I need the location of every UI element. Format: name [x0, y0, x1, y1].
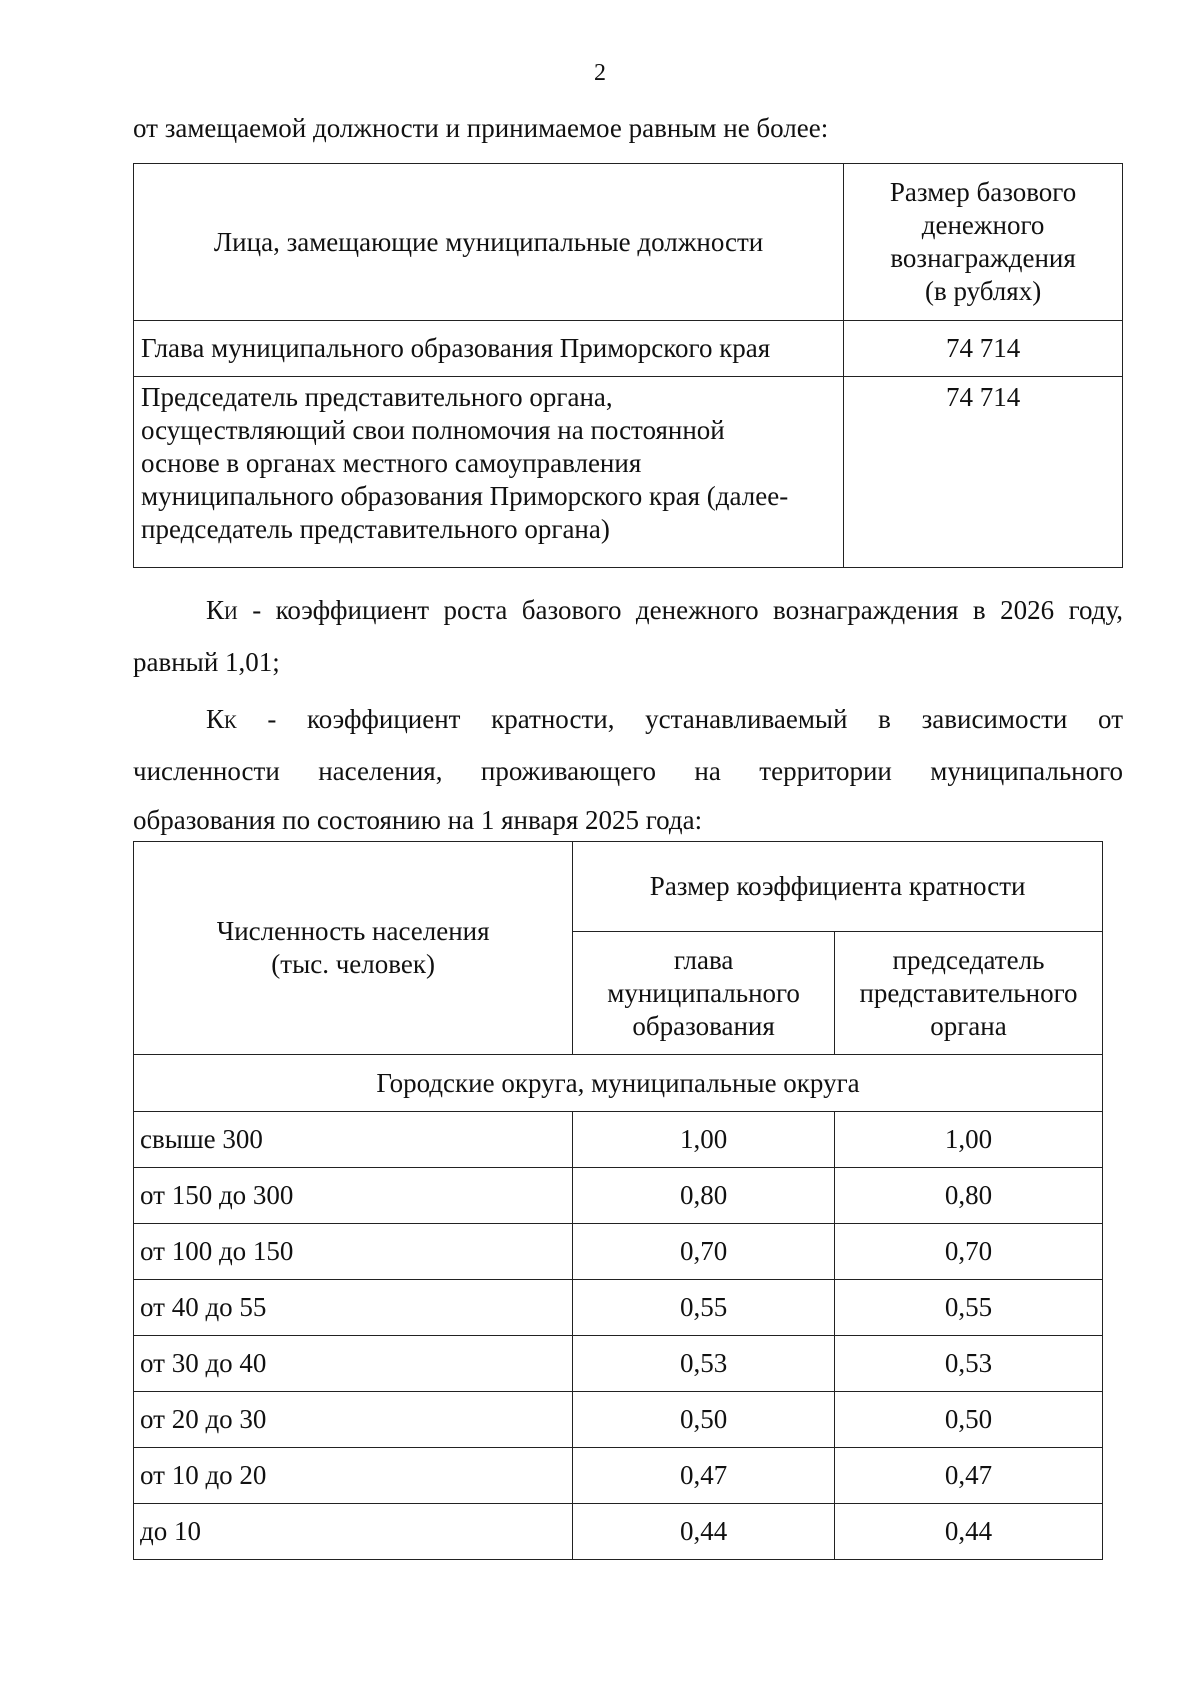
base-reward-table	[133, 163, 1123, 568]
chair-coef-cell: 0,55	[834, 1280, 1102, 1336]
table-row	[134, 1224, 1103, 1280]
row-label: Глава муниципального образования Приморского края	[134, 321, 844, 377]
paragraph-kk	[133, 695, 1123, 845]
kk-line2: численности населения, проживающего на территории муниципального	[133, 756, 1123, 786]
chair-coef-cell: 0,50	[834, 1392, 1102, 1448]
header-chair: председатель представительного органа	[834, 932, 1102, 1055]
chair-coef-cell: 0,70	[834, 1224, 1102, 1280]
ki-symbol: К	[206, 595, 225, 625]
population-cell: свыше 300	[134, 1112, 573, 1168]
table-row	[134, 377, 1123, 568]
head-coef-cell: 0,44	[573, 1504, 835, 1560]
table-row	[134, 1448, 1103, 1504]
table-row	[134, 321, 1123, 377]
row-value: 74 714	[844, 321, 1123, 377]
population-cell: от 30 до 40	[134, 1336, 573, 1392]
head-coef-cell: 1,00	[573, 1112, 835, 1168]
coefficient-table	[133, 841, 1103, 1560]
head-coef-cell: 0,50	[573, 1392, 835, 1448]
header-population: Численность населения (тыс. человек)	[134, 842, 573, 1055]
chair-coef-cell: 0,47	[834, 1448, 1102, 1504]
table-row	[134, 1504, 1103, 1560]
paragraph-ki	[133, 586, 1123, 687]
population-cell: от 20 до 30	[134, 1392, 573, 1448]
table-row	[134, 1168, 1103, 1224]
page-number: 2	[594, 60, 606, 86]
table-row	[134, 1112, 1103, 1168]
chair-coef-cell: 0,44	[834, 1504, 1102, 1560]
chair-coef-cell: 0,80	[834, 1168, 1102, 1224]
table-row	[134, 1336, 1103, 1392]
row-value: 74 714	[844, 377, 1123, 568]
population-cell: от 150 до 300	[134, 1168, 573, 1224]
section-title: Городские округа, муниципальные округа	[134, 1055, 1103, 1112]
population-cell: до 10	[134, 1504, 573, 1560]
head-coef-cell: 0,80	[573, 1168, 835, 1224]
lead-text: от замещаемой должности и принимаемое равным не более:	[133, 113, 829, 143]
head-coef-cell: 0,55	[573, 1280, 835, 1336]
population-cell: от 40 до 55	[134, 1280, 573, 1336]
population-cell: от 10 до 20	[134, 1448, 573, 1504]
table-row	[134, 1280, 1103, 1336]
table-row	[134, 1392, 1103, 1448]
chair-coef-cell: 0,53	[834, 1336, 1102, 1392]
ki-subscript: И	[224, 603, 238, 624]
header-positions: Лица, замещающие муниципальные должности	[134, 164, 844, 321]
head-coef-cell: 0,47	[573, 1448, 835, 1504]
kk-line1: КК - коэффициент кратности, устанавливаемый в зависимости от	[206, 704, 1123, 734]
header-head: глава муниципального образования	[573, 932, 835, 1055]
header-coef-title: Размер коэффициента кратности	[573, 842, 1103, 932]
header-reward-size: Размер базового денежного вознаграждения (в рублях)	[844, 164, 1123, 321]
head-coef-cell: 0,70	[573, 1224, 835, 1280]
row-label: Председатель представительного органа, осуществляющий свои полномочия на постоянной основе в органах местного самоуправления муниципального образования Приморского края (далее- председатель представительного органа)	[134, 377, 844, 568]
head-coef-cell: 0,53	[573, 1336, 835, 1392]
table-header-row	[134, 164, 1123, 321]
population-cell: от 100 до 150	[134, 1224, 573, 1280]
table-header-row	[134, 842, 1103, 932]
kk-line3: образования по состоянию на 1 января 2025 года:	[133, 805, 703, 835]
ki-text: - коэффициент роста базового денежного вознаграждения в 2026 году, равный 1,01;	[133, 595, 1123, 677]
section-row	[134, 1055, 1103, 1112]
chair-coef-cell: 1,00	[834, 1112, 1102, 1168]
